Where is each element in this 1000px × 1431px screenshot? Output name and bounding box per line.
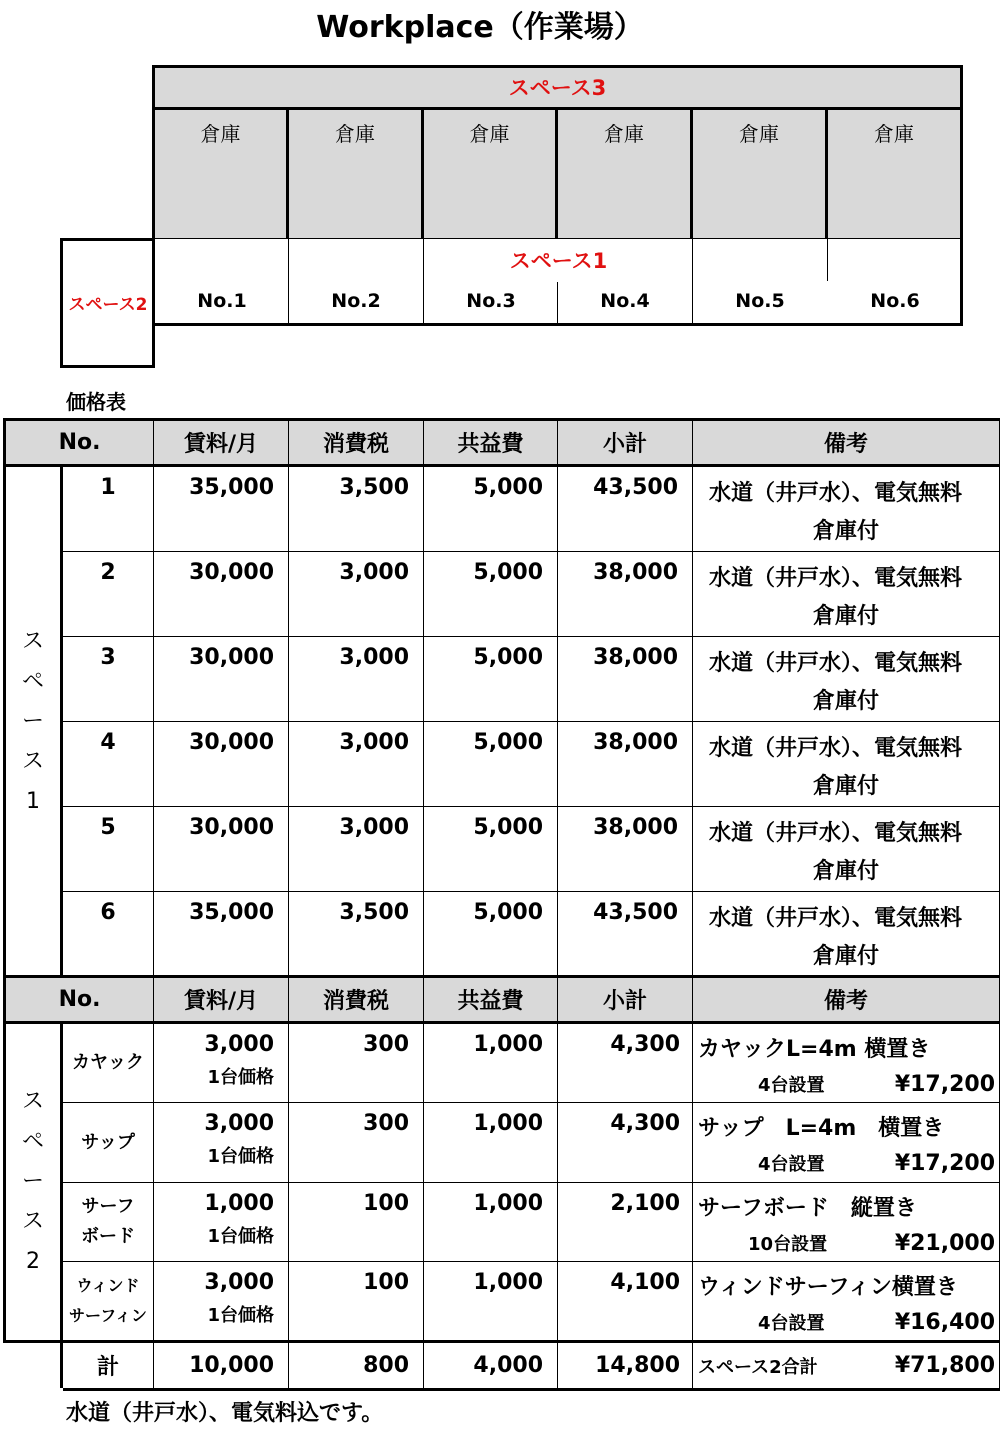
warehouse-1: 倉庫 xyxy=(155,110,289,239)
warehouse-6: 倉庫 xyxy=(828,110,960,239)
common-value: 5,000 xyxy=(424,892,558,978)
tax-value: 3,000 xyxy=(289,722,424,807)
rent-value: 30,000 xyxy=(154,807,289,892)
item-name: カヤック xyxy=(62,1023,154,1103)
header-common: 共益費 xyxy=(424,977,558,1023)
total-rent: 10,000 xyxy=(154,1342,289,1390)
unit-label-2: No.2 xyxy=(331,290,381,312)
common-value: 1,000 xyxy=(424,1023,558,1103)
tax-value: 3,000 xyxy=(289,552,424,637)
row-no: 6 xyxy=(62,892,154,978)
total-label: 計 xyxy=(62,1342,154,1390)
tax-value: 300 xyxy=(289,1023,424,1103)
table-header xyxy=(5,420,1000,466)
rent-cell: 1,000 1台価格 xyxy=(154,1183,289,1262)
tax-value: 100 xyxy=(289,1262,424,1342)
tax-value: 3,000 xyxy=(289,637,424,722)
tax-value: 300 xyxy=(289,1103,424,1183)
common-value: 5,000 xyxy=(424,466,558,552)
total-subtotal: 14,800 xyxy=(558,1342,693,1390)
rent-value: 30,000 xyxy=(154,552,289,637)
table-header xyxy=(5,977,1000,1023)
subtotal-value: 4,300 xyxy=(558,1023,693,1103)
total-note: スペース2合計 ¥71,800 xyxy=(693,1342,1000,1390)
space2-label: スペース2 xyxy=(68,295,148,315)
row-no: 2 xyxy=(62,552,154,637)
unit-label-4: No.4 xyxy=(600,290,650,312)
subtotal-value: 4,100 xyxy=(558,1262,693,1342)
rent-cell: 3,000 1台価格 xyxy=(154,1103,289,1183)
price-table-space2 xyxy=(3,975,1000,1391)
tax-value: 3,000 xyxy=(289,807,424,892)
rent-value: 30,000 xyxy=(154,637,289,722)
note-cell: 水道（井戸水）、電気無料 倉庫付 xyxy=(693,466,1000,552)
header-rent: 賃料/月 xyxy=(154,977,289,1023)
row-no: 5 xyxy=(62,807,154,892)
subtotal-value: 38,000 xyxy=(558,722,693,807)
note-cell: ウィンドサーフィン横置き 4台設置 ¥16,400 xyxy=(693,1262,1000,1342)
common-value: 1,000 xyxy=(424,1262,558,1342)
header-tax: 消費税 xyxy=(289,420,424,466)
note-cell: 水道（井戸水）、電気無料 倉庫付 xyxy=(693,552,1000,637)
subtotal-value: 38,000 xyxy=(558,552,693,637)
note-cell: サップ L=4m 横置き 4台設置 ¥17,200 xyxy=(693,1103,1000,1183)
table-row xyxy=(5,1023,1000,1103)
space1-label: スペース1 xyxy=(509,249,608,273)
warehouse-2: 倉庫 xyxy=(289,110,424,239)
common-value: 5,000 xyxy=(424,807,558,892)
header-note: 備考 xyxy=(693,977,1000,1023)
subtotal-value: 38,000 xyxy=(558,637,693,722)
subtotal-value: 4,300 xyxy=(558,1103,693,1183)
common-value: 1,000 xyxy=(424,1103,558,1183)
warehouse-5: 倉庫 xyxy=(693,110,828,239)
rent-cell: 3,000 1台価格 xyxy=(154,1023,289,1103)
common-value: 5,000 xyxy=(424,552,558,637)
item-name: ウィンド サーフィン xyxy=(62,1262,154,1342)
common-value: 5,000 xyxy=(424,637,558,722)
footer-note: 水道（井戸水）、電気料込です。 xyxy=(66,1401,384,1426)
subtotal-value: 43,500 xyxy=(558,466,693,552)
header-rent: 賃料/月 xyxy=(154,420,289,466)
group-label-space1: ス ペ ー ス 1 xyxy=(5,466,62,978)
price-table-title: 価格表 xyxy=(66,390,126,414)
unit-label-3: No.3 xyxy=(466,290,516,312)
price-table-space1 xyxy=(3,418,1000,979)
rent-cell: 3,000 1台価格 xyxy=(154,1262,289,1342)
unit-label-5: No.5 xyxy=(735,290,785,312)
total-row xyxy=(5,1342,1000,1390)
group-label-space2: ス ペ ー ス 2 xyxy=(5,1023,62,1342)
space3-label: スペース3 xyxy=(152,65,963,110)
header-no: No. xyxy=(5,977,154,1023)
unit-label-6: No.6 xyxy=(870,290,920,312)
divider xyxy=(827,239,828,281)
table-row xyxy=(5,722,1000,807)
tax-value: 100 xyxy=(289,1183,424,1262)
row-no: 4 xyxy=(62,722,154,807)
row-no: 1 xyxy=(62,466,154,552)
common-value: 5,000 xyxy=(424,722,558,807)
rent-value: 35,000 xyxy=(154,892,289,978)
note-cell: 水道（井戸水）、電気無料 倉庫付 xyxy=(693,807,1000,892)
rent-value: 35,000 xyxy=(154,466,289,552)
note-cell: サーフボード 縦置き 10台設置 ¥21,000 xyxy=(693,1183,1000,1262)
warehouse-3: 倉庫 xyxy=(424,110,558,239)
note-cell: 水道（井戸水）、電気無料 倉庫付 xyxy=(693,892,1000,978)
table-row xyxy=(5,1183,1000,1262)
blank-cell xyxy=(5,1342,62,1390)
header-tax: 消費税 xyxy=(289,977,424,1023)
total-tax: 800 xyxy=(289,1342,424,1390)
header-no: No. xyxy=(5,420,154,466)
note-cell: 水道（井戸水）、電気無料 倉庫付 xyxy=(693,722,1000,807)
subtotal-value: 38,000 xyxy=(558,807,693,892)
warehouse-4: 倉庫 xyxy=(558,110,693,239)
subtotal-value: 2,100 xyxy=(558,1183,693,1262)
row-no: 3 xyxy=(62,637,154,722)
table-row xyxy=(5,1262,1000,1342)
note-cell: カヤックL=4m 横置き 4台設置 ¥17,200 xyxy=(693,1023,1000,1103)
table-row xyxy=(5,892,1000,978)
table-row xyxy=(5,637,1000,722)
unit-label-1: No.1 xyxy=(197,290,247,312)
header-common: 共益費 xyxy=(424,420,558,466)
page-title: Workplace（作業場） xyxy=(316,10,644,45)
item-name: サップ xyxy=(62,1103,154,1183)
subtotal-value: 43,500 xyxy=(558,892,693,978)
table-row xyxy=(5,466,1000,552)
table-row xyxy=(5,1103,1000,1183)
common-value: 1,000 xyxy=(424,1183,558,1262)
table-row xyxy=(5,552,1000,637)
item-name: サーフ ボード xyxy=(62,1183,154,1262)
table-row xyxy=(5,807,1000,892)
tax-value: 3,500 xyxy=(289,466,424,552)
header-note: 備考 xyxy=(693,420,1000,466)
rent-value: 30,000 xyxy=(154,722,289,807)
total-common: 4,000 xyxy=(424,1342,558,1390)
header-subtotal: 小計 xyxy=(558,977,693,1023)
header-subtotal: 小計 xyxy=(558,420,693,466)
tax-value: 3,500 xyxy=(289,892,424,978)
note-cell: 水道（井戸水）、電気無料 倉庫付 xyxy=(693,637,1000,722)
